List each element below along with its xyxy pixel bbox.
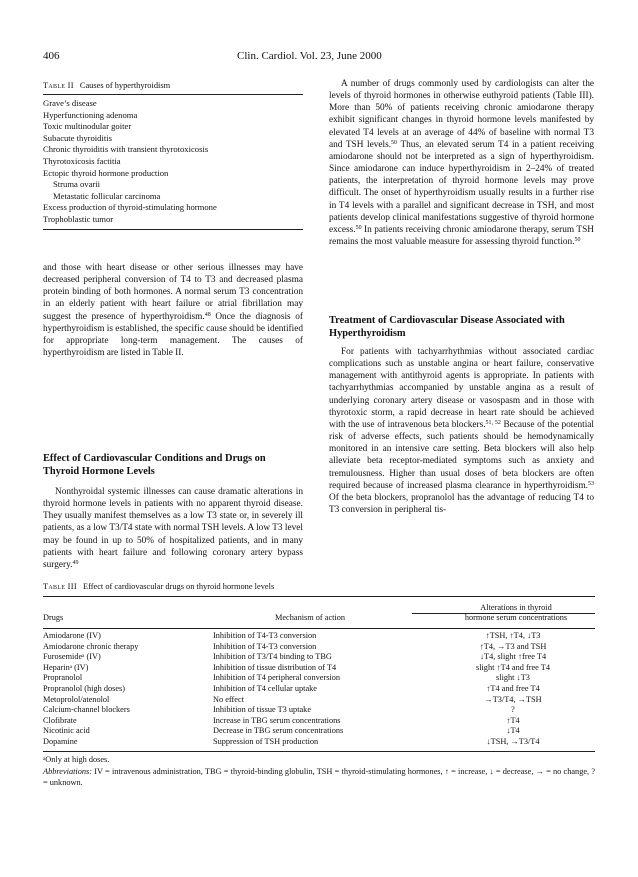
- table2-item: Grave’s disease: [43, 98, 97, 108]
- table3-label: Table III: [43, 582, 77, 591]
- left-paragraph-1: and those with heart disease or other serious illnesses may have decreased peripheral conversion of T4 to T3 and decreased plasma protein binding of both hormones. A normal serum T3 concentration in an elderly patient with heart failure or atrial fibrillation may suggest the presence of hyperthyroidism.$^{48}$ Once the diagnosis of hyperthyroidism is established, the specific cause should be identified for appropriate long-term management. The causes of hyperthyroidism are listed in Table II.: [43, 263, 304, 359]
- col-header-drugs: Drugs: [43, 613, 64, 622]
- right-column-2: [329, 346, 594, 516]
- table3-bottom-rule: [43, 751, 595, 752]
- right-section-heading: Treatment of Cardiovascular Disease Associated with Hyperthyroidism: [329, 315, 565, 339]
- table2-bottom-rule: [43, 229, 303, 230]
- table3-caption: [43, 582, 274, 591]
- col-header-alterations-1: Alterations in thyroid: [480, 603, 552, 612]
- table2-item: Trophoblastic tumor: [43, 213, 114, 224]
- table3-footnote: ᵃOnly at high doses.: [43, 755, 110, 764]
- table-row: Propranolol (high doses) Inhibition of T4 cellular uptake ↑T4 and free T4: [43, 683, 540, 693]
- table2-item: Chronic thyroiditis with transient thyrotoxicosis: [43, 144, 209, 155]
- table2-item: Struma ovarii: [53, 179, 101, 190]
- left-paragraph-2: Nonthyroidal systemic illnesses can cause dramatic alterations in thyroid hormone levels in patients with no apparent thyroid disease. They usually manifest themselves as a low T3 state or, in severely ill patients, as a low T3/T4 state with normal TSH levels. A low T3 level may be found in up to 50% of hospitalized patients, and in many patients with heart failure and following coronary artery bypass surgery.$^{49}$: [43, 487, 303, 570]
- col-header-alterations-2: hormone serum concentrations: [464, 613, 568, 622]
- table2-list: [43, 98, 217, 226]
- right-paragraph-2: For patients with tachyarrhythmias without associated cardiac complications such as unstable angina or heart failure, conservative management with antithyroid agents is appropriate. In patients with tachyarrhythmias accompanied by unstable angina as a result of underlying coronary artery disease or vasospasm and in those with thyrotoxic storm, a rapid decrease in heart rate should be achieved with the use of intravenous beta blockers.$^{51, 52}$ Because of the potential risk of adverse effects, such patients should be hemodynamically monitored in an intensive care setting. Beta blockers will also help alleviate beta receptor-mediated symptoms such as anxiety and tremulousness. Higher than usual doses of beta blockers are often required because of increased plasma clearance in hyperthyroidism.$^{53}$ Of the beta blockers, propranolol has the advantage of reducing T4 to T3 conversion in peripheral tis-: [329, 347, 594, 516]
- table-row: Heparinᵃ (IV) Inhibition of tissue distribution of T4 slight ↑T4 and free T4: [43, 662, 551, 672]
- journal-header: Clin. Cardiol. Vol. 23, June 2000: [237, 50, 382, 62]
- right-column: [329, 78, 594, 248]
- table-row: Metoprolol/atenolol No effect →T3/T4, →TSH: [43, 694, 542, 704]
- table-row: Nicotinic acid Decrease in TBG serum concentrations ↓T4: [43, 726, 520, 736]
- table3-body: [43, 631, 595, 748]
- table-row: Amiodarone (IV) Inhibition of T4-T3 conversion ↑TSH, ↑T4, ↓T3: [43, 631, 541, 640]
- table2-item: Thyrotoxicosis factitia: [43, 155, 121, 166]
- table3-header-rule: [43, 628, 595, 629]
- table2-item: Hyperfunctioning adenoma: [43, 109, 138, 120]
- table-row: Propranolol Inhibition of T4 peripheral conversion slight ↓T3: [43, 673, 530, 683]
- table3-abbreviations: Abbreviations: IV = intravenous administration, TBG = thyroid-binding globulin, TSH = thyroid-stimulating hormones, ↑ = increase, ↓ = decrease, → = no change, ? = unknown.: [43, 767, 595, 787]
- table2-item: Metastatic follicular carcinoma: [53, 190, 161, 201]
- left-column-2: [43, 486, 303, 571]
- page-number: 406: [43, 50, 60, 62]
- table2-item: Excess production of thyroid-stimulating hormone: [43, 202, 217, 213]
- table-row: Calcium-channel blockers Inhibition of tissue T3 uptake ?: [43, 705, 515, 715]
- table-row: Furosemideᵃ (IV) Inhibition of T3/T4 binding to TBG ↓T4, slight ↑free T4: [43, 652, 547, 662]
- left-section-heading: Effect of Cardiovascular Conditions and Drugs on Thyroid Hormone Levels: [43, 453, 266, 477]
- alterations-underline: [412, 613, 595, 614]
- table-row: Clofibrate Increase in TBG serum concentrations ↑T4: [43, 715, 520, 725]
- table-row: Dopamine Suppression of TSH production ↓TSH, →T3/T4: [43, 736, 540, 746]
- table2-label: Table II: [43, 81, 74, 90]
- table2-item: Ectopic thyroid hormone production: [43, 167, 169, 178]
- left-column: [43, 262, 303, 359]
- table2-item: Subacute thyroiditis: [43, 132, 112, 143]
- table3-top-rule: [43, 596, 595, 597]
- table2-title: Causes of hyperthyroidism: [79, 81, 171, 90]
- right-paragraph-1: A number of drugs commonly used by cardiologists can alter the levels of thyroid hormones in otherwise euthyroid patients (Table III). More than 50% of patients receiving chronic amiodarone therapy exhibit significant changes in thyroid hormone levels manifested by elevated T4 levels at an average of 44% of baseline with normal T3 and TSH levels.$^{50}$ Thus, an elevated serum T4 in a patient receiving amiodarone should not be interpreted as a sign of hyperthyroidism. Since amiodarone can induce hyperthyroidism in 2–24% of treated patients, the interpretation of thyroid hormone levels may prove difficult. The onset of hyperthyroidism usually results in a further rise in T4 levels with a parallel and significant decrease in TSH, and most patients develop clinical manifestations suggestive of thyroid hormone excess.$^{50}$ In patients receiving chronic amiodarone therapy, serum TSH remains the most valuable measure for assessing thyroid function.$^{50}$: [329, 79, 594, 248]
- table2-item: Toxic multinodular goiter: [43, 121, 132, 132]
- table2-top-rule: [43, 94, 303, 95]
- col-header-mechanism: Mechanism of action: [275, 613, 346, 622]
- table-row: Amiodarone chronic therapy Inhibition of T4-T3 conversion ↑T4, →T3 and TSH: [43, 641, 547, 651]
- table2-caption: [43, 81, 170, 90]
- table3-title: Effect of cardiovascular drugs on thyroid hormone levels: [82, 582, 275, 591]
